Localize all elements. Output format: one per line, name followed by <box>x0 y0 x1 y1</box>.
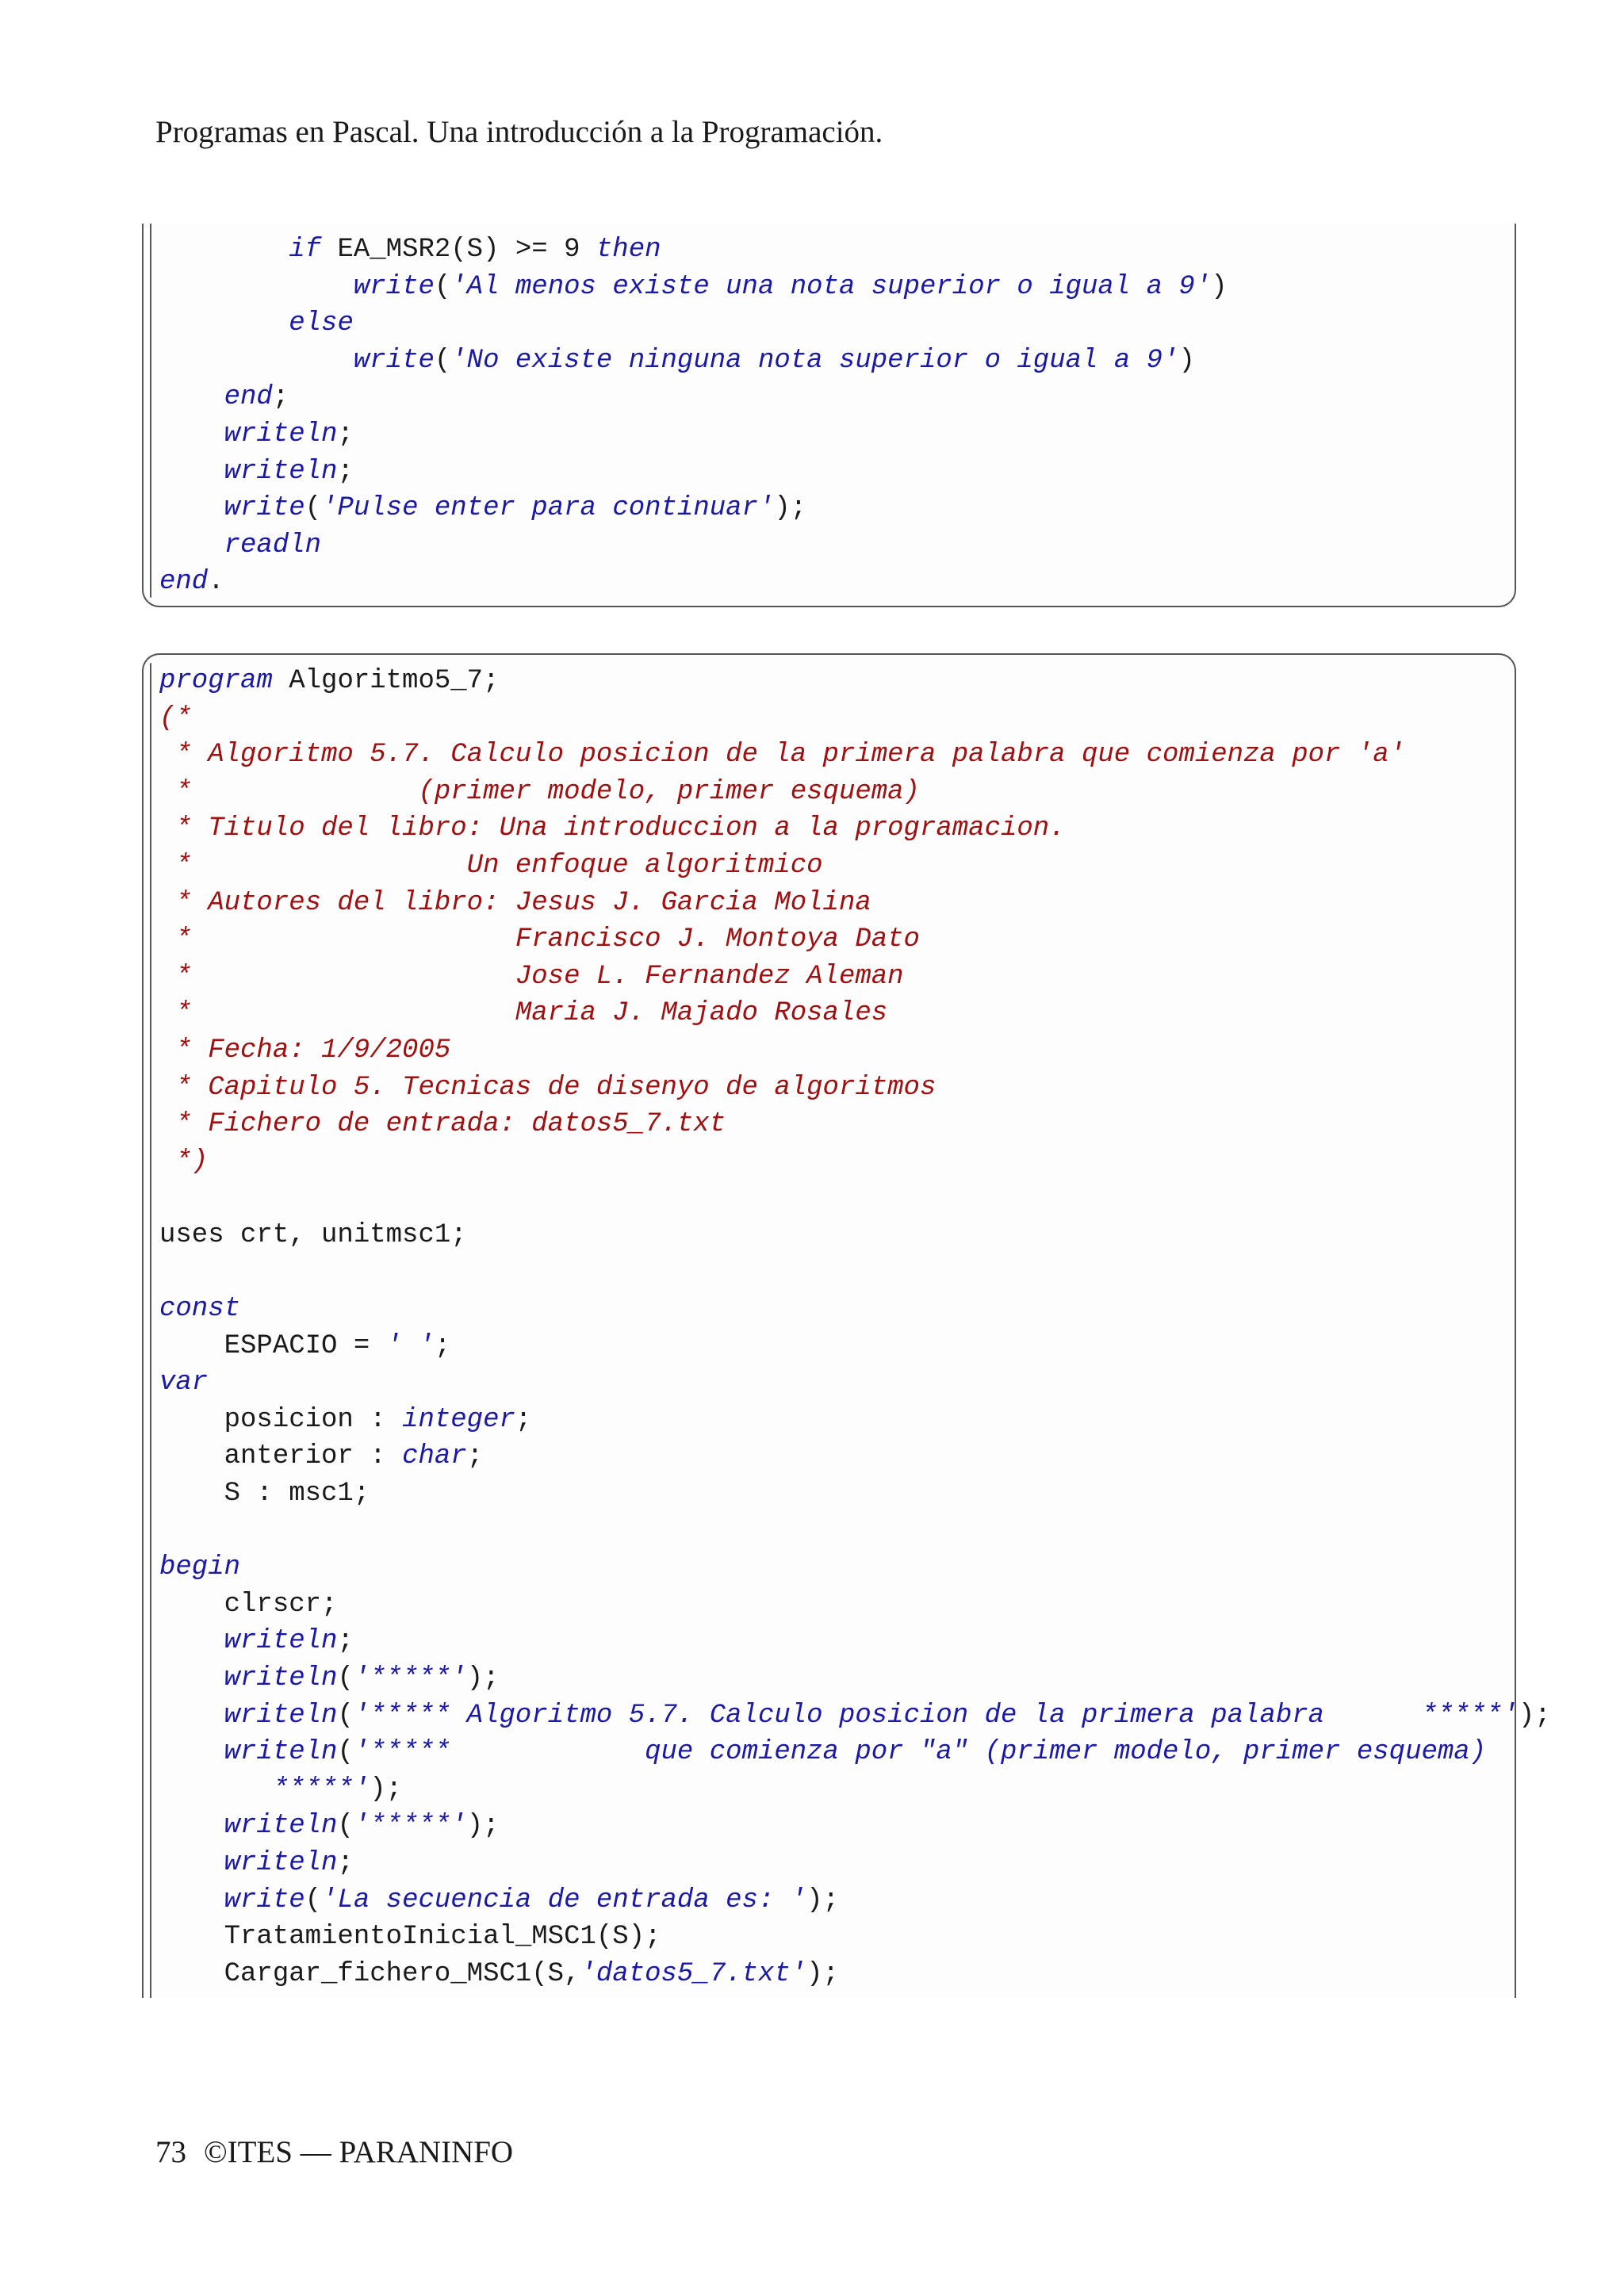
code-token <box>159 419 224 450</box>
code-token: '***** Algoritmo 5.7. Calculo posicion de la primera palabra *****' <box>353 1700 1519 1731</box>
code-line <box>159 1623 1551 1660</box>
code-token: ; <box>272 382 289 413</box>
code-token: 'datos5_7.txt' <box>580 1958 807 1989</box>
code-token: 'Al menos existe una nota superior o igual a 9' <box>450 271 1212 302</box>
code-token: S : msc1; <box>159 1479 370 1510</box>
code-line <box>159 564 1228 601</box>
code-token: writeln <box>224 456 338 487</box>
code-line <box>159 232 1228 269</box>
code-token: write <box>353 345 435 376</box>
code-token: ); <box>774 493 807 524</box>
copyright-notice: ©ITES — PARANINFO <box>204 2135 514 2169</box>
code-token: 'Pulse enter para continuar' <box>321 493 775 524</box>
code-token: ); <box>806 1885 839 1915</box>
code-token: Algoritmo5_7; <box>272 666 500 696</box>
code-token: * Algoritmo 5.7. Calculo posicion de la primera palabra que comienza por 'a' <box>159 740 1406 771</box>
code-token: ) <box>1211 271 1228 302</box>
code-line <box>159 342 1228 380</box>
code-token: ) <box>1178 345 1195 376</box>
code-line <box>159 1845 1551 1882</box>
code-token: program <box>159 666 273 696</box>
code-token: begin <box>159 1552 241 1583</box>
code-line <box>159 1734 1551 1771</box>
code-line <box>159 663 1551 700</box>
code-token: * Capitulo 5. Tecnicas de disenyo de algoritmos <box>159 1072 936 1103</box>
code-line <box>159 1586 1551 1624</box>
code-line <box>159 379 1228 416</box>
code-token: clrscr; <box>159 1589 338 1620</box>
code-token: integer <box>402 1404 515 1435</box>
code-token: * Autores del libro: Jesus J. Garcia Molina <box>159 887 871 918</box>
code-line <box>159 269 1228 306</box>
code-token: ESPACIO = <box>159 1330 386 1361</box>
code-token: * Francisco J. Montoya Dato <box>159 924 920 955</box>
code-line <box>159 1771 1551 1808</box>
code-token <box>159 1663 224 1693</box>
code-token: ( <box>434 271 451 302</box>
code-line <box>159 1032 1551 1070</box>
code-token: writeln <box>224 1626 338 1657</box>
code-token: writeln <box>224 1848 338 1878</box>
code-token: else <box>289 308 354 339</box>
code-token: EA_MSR2(S) >= 9 <box>321 235 596 265</box>
code-token <box>159 530 224 561</box>
code-token: ; <box>515 1404 532 1435</box>
code-line <box>159 700 1551 737</box>
code-token: '***** que comienza por "a" (primer modelo, primer esquema) <box>353 1737 1487 1768</box>
code-token <box>159 1885 224 1915</box>
code-line <box>159 737 1551 774</box>
code-token: *****' <box>272 1774 370 1804</box>
code-token <box>159 1626 224 1656</box>
code-token: write <box>224 493 305 524</box>
code-line <box>159 1143 1551 1181</box>
code-token <box>159 1848 224 1878</box>
code-listing <box>159 663 1551 1992</box>
code-line <box>159 1254 1551 1292</box>
code-token: write <box>224 1885 305 1915</box>
code-token: ( <box>337 1663 354 1694</box>
code-token: (* <box>159 702 192 733</box>
code-token: * (primer modelo, primer esquema) <box>159 776 920 807</box>
code-token: ' ' <box>385 1330 435 1361</box>
code-token: '*****' <box>353 1663 467 1694</box>
code-line <box>159 1364 1551 1402</box>
code-token <box>159 1811 224 1841</box>
code-token: ); <box>466 1663 500 1694</box>
code-token: end <box>224 382 273 413</box>
code-line <box>159 1475 1551 1513</box>
code-line <box>159 1956 1551 1993</box>
code-token: 'No existe ninguna nota superior o igual a 9' <box>450 345 1179 376</box>
code-token: ; <box>337 419 354 450</box>
code-line <box>159 921 1551 959</box>
code-line <box>159 774 1551 811</box>
code-token: TratamientoInicial_MSC1(S); <box>159 1922 661 1953</box>
code-token: ( <box>304 1885 322 1915</box>
code-token: * Jose L. Fernandez Aleman <box>159 961 904 992</box>
code-line <box>159 416 1228 453</box>
code-token <box>159 493 224 523</box>
page-number: 73 <box>155 2135 186 2169</box>
code-token <box>159 1737 224 1767</box>
code-token: ; <box>337 1848 354 1878</box>
code-line <box>159 1513 1551 1550</box>
code-token <box>159 457 224 487</box>
code-token: ( <box>304 493 322 524</box>
code-token: ; <box>466 1441 484 1472</box>
code-token: . <box>208 567 224 598</box>
code-line <box>159 453 1228 491</box>
code-line <box>159 1291 1551 1328</box>
code-token: writeln <box>224 1737 338 1768</box>
code-line <box>159 1882 1551 1919</box>
code-token: writeln <box>224 1663 338 1694</box>
code-token: ( <box>337 1700 354 1731</box>
code-token: write <box>353 271 435 302</box>
code-token <box>159 346 354 376</box>
code-line <box>159 490 1228 527</box>
code-token: ; <box>434 1330 451 1361</box>
code-token: char <box>402 1441 467 1472</box>
code-line <box>159 848 1551 885</box>
code-token: * Titulo del libro: Una introduccion a la programacion. <box>159 813 1066 844</box>
code-token: ); <box>806 1958 839 1989</box>
code-token: Cargar_fichero_MSC1(S, <box>159 1958 580 1989</box>
code-token: ); <box>370 1774 403 1804</box>
code-token: writeln <box>224 1700 338 1731</box>
code-token <box>159 1774 273 1804</box>
code-token <box>159 1701 224 1731</box>
code-token: writeln <box>224 419 338 450</box>
code-line <box>159 1070 1551 1107</box>
code-token <box>159 272 354 302</box>
code-token: readln <box>224 530 322 561</box>
code-line <box>159 1808 1551 1845</box>
code-token: * Fichero de entrada: datos5_7.txt <box>159 1109 726 1140</box>
code-line <box>159 1919 1551 1956</box>
code-token: 'La secuencia de entrada es: ' <box>321 1885 807 1915</box>
code-token: then <box>596 235 661 265</box>
code-box-algoritmo5-7 <box>142 653 1551 1998</box>
code-line <box>159 1328 1551 1365</box>
code-box-continuation <box>142 224 1516 607</box>
code-line <box>159 527 1228 564</box>
code-token: ; <box>337 1626 354 1657</box>
code-line <box>159 1106 1551 1143</box>
code-token: var <box>159 1368 209 1399</box>
code-line <box>159 885 1551 922</box>
code-line <box>159 1402 1551 1439</box>
code-token: * Un enfoque algoritmico <box>159 850 823 881</box>
code-token <box>159 308 289 339</box>
page-footer <box>155 2134 513 2170</box>
code-token: ( <box>337 1737 354 1768</box>
code-listing <box>159 232 1228 601</box>
code-token: anterior : <box>159 1441 403 1472</box>
page-header: Programas en Pascal. Una introducción a la Programación. <box>155 115 883 149</box>
code-token: ( <box>434 345 451 376</box>
code-token: ); <box>1518 1700 1551 1731</box>
code-line <box>159 1697 1551 1735</box>
code-token <box>159 235 289 265</box>
code-token: posicion : <box>159 1404 403 1435</box>
code-line <box>159 1660 1551 1697</box>
code-token: ; <box>337 456 354 487</box>
code-line <box>159 995 1551 1032</box>
code-token: if <box>289 235 322 265</box>
code-token: ); <box>466 1811 500 1842</box>
code-line <box>159 1549 1551 1586</box>
code-token <box>159 382 224 412</box>
code-line <box>159 810 1551 848</box>
code-line <box>159 305 1228 342</box>
code-token: ( <box>337 1811 354 1842</box>
code-token: * Maria J. Majado Rosales <box>159 998 888 1029</box>
code-line <box>159 1180 1551 1217</box>
code-token: end <box>159 567 209 598</box>
code-token: *) <box>159 1146 209 1177</box>
code-token: const <box>159 1294 241 1325</box>
code-line <box>159 959 1551 996</box>
code-token: '*****' <box>353 1811 467 1842</box>
code-line <box>159 1217 1551 1254</box>
code-token: writeln <box>224 1811 338 1842</box>
code-token: uses crt, unitmsc1; <box>159 1219 467 1250</box>
code-token: * Fecha: 1/9/2005 <box>159 1035 451 1066</box>
code-line <box>159 1438 1551 1475</box>
